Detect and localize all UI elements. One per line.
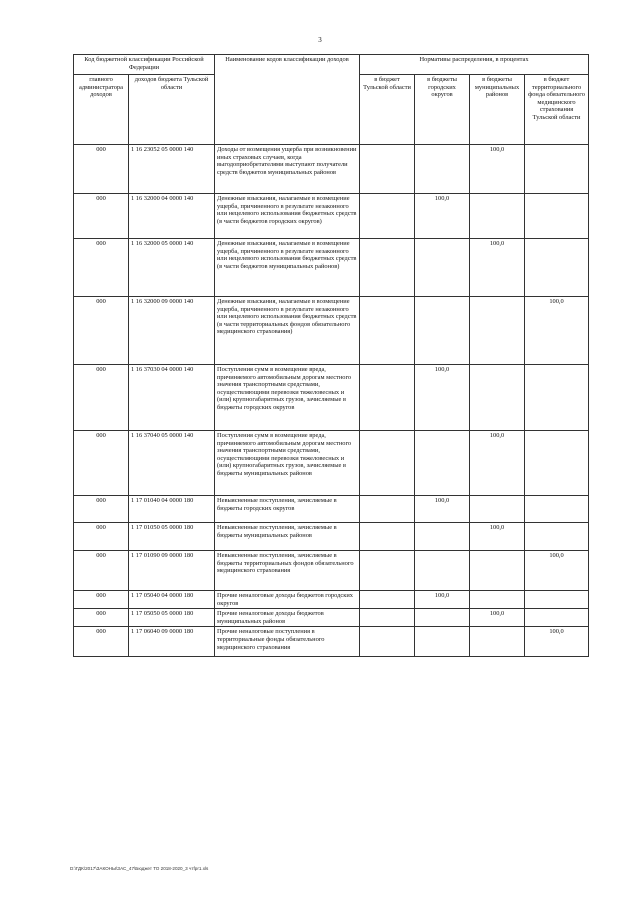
file-path-footer: D:\ГДК\2017\ЗАКОНЫ\ЗАС_47\Бюджет ТО 2018-2020_3 чтfpr1.xls: [70, 866, 209, 871]
norm-muni: [470, 194, 525, 239]
norm-fund: 100,0: [525, 551, 589, 591]
income-code: 1 16 37040 05 0000 140: [129, 431, 215, 496]
norm-fund: [525, 609, 589, 627]
norm-city: [415, 609, 470, 627]
header-admin: главного администратора доходов: [74, 75, 129, 145]
norm-city: 100,0: [415, 496, 470, 523]
norm-muni: [470, 627, 525, 657]
table-row: [74, 523, 589, 551]
table-row: [74, 627, 589, 657]
norm-muni: 100,0: [470, 431, 525, 496]
table-row: [74, 496, 589, 523]
income-code: 1 16 37030 04 0000 140: [129, 365, 215, 431]
admin-code: 000: [74, 297, 129, 365]
header-region: в бюджет Тульской области: [360, 75, 415, 145]
norm-region: [360, 496, 415, 523]
norm-city: [415, 145, 470, 194]
norm-region: [360, 431, 415, 496]
income-code: 1 16 32000 05 0000 140: [129, 239, 215, 297]
table-row: [74, 297, 589, 365]
table-row: [74, 145, 589, 194]
table-row: [74, 365, 589, 431]
table-row: [74, 551, 589, 591]
admin-code: 000: [74, 523, 129, 551]
admin-code: 000: [74, 194, 129, 239]
norm-city: 100,0: [415, 194, 470, 239]
income-name: Денежные взыскания, налагаемые в возмещение ущерба, причиненного в результате незаконного или нецелевого использования бюджетных средств (в части бюджетов городских округов): [215, 194, 360, 239]
income-name: Поступления сумм в возмещение вреда, причиняемого автомобильным дорогам местного значения транспортными средствами, осуществляющими перевозки тяжеловесных и (или) крупногабаритных грузов, зачисляемые в бюджеты муниципальных районов: [215, 431, 360, 496]
income-code: 1 17 05040 04 0000 180: [129, 591, 215, 609]
norm-fund: [525, 496, 589, 523]
norm-city: [415, 239, 470, 297]
norm-region: [360, 627, 415, 657]
admin-code: 000: [74, 145, 129, 194]
header-income: доходов бюджета Тульской области: [129, 75, 215, 145]
norm-muni: [470, 297, 525, 365]
norm-muni: 100,0: [470, 239, 525, 297]
admin-code: 000: [74, 591, 129, 609]
header-city: в бюджеты городских округов: [415, 75, 470, 145]
norm-city: [415, 431, 470, 496]
norm-city: 100,0: [415, 591, 470, 609]
income-name: Доходы от возмещения ущерба при возникновении иных страховых случаев, когда выгодоприобретателями выступают получатели средств бюджетов муниципальных районов: [215, 145, 360, 194]
norm-fund: [525, 591, 589, 609]
norm-muni: 100,0: [470, 609, 525, 627]
norm-muni: [470, 551, 525, 591]
norm-fund: [525, 431, 589, 496]
norm-fund: [525, 145, 589, 194]
income-name: Невыясненные поступления, зачисляемые в бюджеты городских округов: [215, 496, 360, 523]
income-code: 1 17 06040 09 0000 180: [129, 627, 215, 657]
income-code: 1 17 05050 05 0000 180: [129, 609, 215, 627]
page-number: 3: [318, 36, 322, 44]
norm-city: 100,0: [415, 365, 470, 431]
admin-code: 000: [74, 365, 129, 431]
admin-code: 000: [74, 239, 129, 297]
norm-muni: 100,0: [470, 523, 525, 551]
header-fund: в бюджет территориального фонда обязательного медицинского страхования Тульской области: [525, 75, 589, 145]
income-name: Прочие неналоговые доходы бюджетов городских округов: [215, 591, 360, 609]
income-name: Денежные взыскания, налагаемые в возмещение ущерба, причиненного в результате незаконного или нецелевого использования бюджетных средств (в части бюджетов муниципальных районов): [215, 239, 360, 297]
income-name: Денежные взыскания, налагаемые в возмещение ущерба, причиненного в результате незаконного или нецелевого использования бюджетных средств (в части территориальных фондов обязательного медицинского страхования): [215, 297, 360, 365]
norm-region: [360, 145, 415, 194]
table-row: [74, 591, 589, 609]
admin-code: 000: [74, 609, 129, 627]
header-muni: в бюджеты муниципальных районов: [470, 75, 525, 145]
norm-city: [415, 523, 470, 551]
norm-region: [360, 609, 415, 627]
table-row: [74, 431, 589, 496]
income-name: Невыясненные поступления, зачисляемые в бюджеты муниципальных районов: [215, 523, 360, 551]
norm-muni: 100,0: [470, 145, 525, 194]
norm-region: [360, 297, 415, 365]
norm-fund: [525, 194, 589, 239]
norm-fund: [525, 365, 589, 431]
norm-city: [415, 551, 470, 591]
income-name: Прочие неналоговые поступления в территориальные фонды обязательного медицинского страхования: [215, 627, 360, 657]
norm-region: [360, 194, 415, 239]
income-code: 1 16 32000 09 0000 140: [129, 297, 215, 365]
norm-fund: [525, 239, 589, 297]
admin-code: 000: [74, 551, 129, 591]
norm-muni: [470, 591, 525, 609]
norm-region: [360, 523, 415, 551]
norm-region: [360, 239, 415, 297]
income-name: Невыясненные поступления, зачисляемые в бюджеты территориальных фондов обязательного медицинского страхования: [215, 551, 360, 591]
admin-code: 000: [74, 496, 129, 523]
income-code: 1 16 32000 04 0000 140: [129, 194, 215, 239]
income-code: 1 16 23052 05 0000 140: [129, 145, 215, 194]
income-name: Поступления сумм в возмещение вреда, причиняемого автомобильным дорогам местного значения транспортными средствами, осуществляющими перевозки тяжеловесных и (или) крупногабаритных грузов, зачисляемые в бюджеты городских округов: [215, 365, 360, 431]
income-code: 1 17 01090 09 0000 180: [129, 551, 215, 591]
norm-muni: [470, 496, 525, 523]
income-name: Прочие неналоговые доходы бюджетов муниципальных районов: [215, 609, 360, 627]
header-code-group: Код бюджетной классификации Российской Федерации: [74, 55, 215, 75]
admin-code: 000: [74, 627, 129, 657]
income-distribution-table: [73, 54, 589, 657]
table-row: [74, 239, 589, 297]
table-row: [74, 194, 589, 239]
norm-fund: 100,0: [525, 297, 589, 365]
norm-region: [360, 365, 415, 431]
header-norms-group: Нормативы распределения, в процентах: [360, 55, 589, 75]
norm-region: [360, 591, 415, 609]
table-row: [74, 609, 589, 627]
income-code: 1 17 01050 05 0000 180: [129, 523, 215, 551]
header-name: Наименование кодов классификации доходов: [215, 55, 360, 145]
norm-region: [360, 551, 415, 591]
norm-fund: [525, 523, 589, 551]
norm-fund: 100,0: [525, 627, 589, 657]
income-code: 1 17 01040 04 0000 180: [129, 496, 215, 523]
norm-city: [415, 297, 470, 365]
norm-muni: [470, 365, 525, 431]
admin-code: 000: [74, 431, 129, 496]
norm-city: [415, 627, 470, 657]
